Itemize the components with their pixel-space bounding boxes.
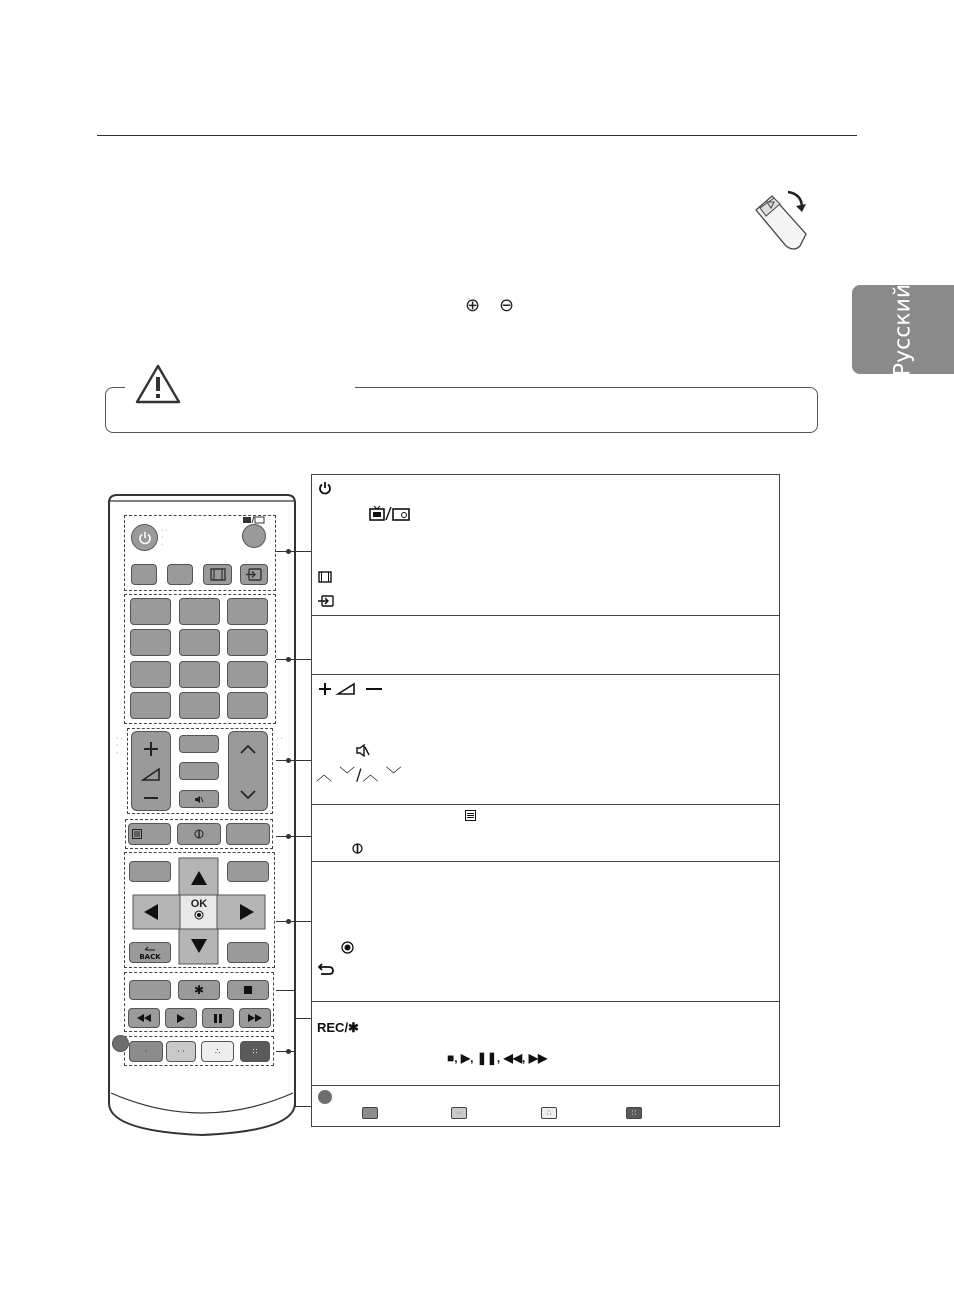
green-button[interactable]: · ·: [166, 1041, 196, 1062]
volume-icon: [318, 682, 388, 696]
number-button-4[interactable]: [130, 629, 171, 656]
yellow-key-swatch: ∴: [541, 1107, 557, 1119]
yellow-button[interactable]: ∴: [201, 1041, 234, 1062]
stop-button[interactable]: [227, 980, 269, 1000]
power-button[interactable]: [131, 524, 158, 551]
channel-symbols: ︿ ﹀/︿ ﹀: [316, 765, 403, 784]
teletext-icon: [132, 829, 142, 839]
channel-up-icon: [241, 746, 255, 753]
ratio-button[interactable]: [203, 564, 232, 585]
teletext-option-button[interactable]: [177, 823, 221, 845]
playback-symbols: ■, ▶, ❚❚, ◀◀, ▶▶: [447, 1051, 548, 1065]
language-tab-label: Русский: [890, 283, 916, 376]
ok-label: OK: [190, 898, 208, 910]
number-button-0[interactable]: [179, 692, 220, 719]
rewind-button[interactable]: [128, 1008, 160, 1028]
ratio-icon: [210, 568, 226, 581]
teletext-option-icon: [352, 843, 363, 854]
play-button[interactable]: [165, 1008, 197, 1028]
channel-rocker[interactable]: [228, 731, 268, 811]
record-button[interactable]: [178, 980, 220, 1000]
desc-row-navigation: [312, 861, 779, 1002]
quick-view-button[interactable]: [227, 692, 268, 719]
play-icon: [177, 1014, 185, 1023]
warning-icon: [134, 363, 182, 405]
header-rule: [97, 135, 857, 136]
mute-icon: [194, 795, 204, 804]
input-button[interactable]: [240, 564, 268, 585]
input-icon: [246, 568, 262, 581]
power-icon: [138, 531, 152, 545]
tv-radio-icon: [242, 515, 266, 524]
blue-key-swatch: ∷: [626, 1107, 642, 1119]
number-button-3[interactable]: [227, 598, 268, 625]
button-description-table: [311, 474, 780, 1127]
number-button-6[interactable]: [227, 629, 268, 656]
battery-cover-illustration: [750, 188, 816, 254]
number-button-8[interactable]: [179, 661, 220, 688]
ok-wheel-icon: [341, 941, 354, 954]
volume-rocker[interactable]: [131, 731, 171, 811]
desc-row-color-keys: [312, 1085, 779, 1126]
record-icon: ✱: [193, 983, 205, 997]
mute-button[interactable]: [179, 790, 219, 808]
red-button[interactable]: ·: [129, 1041, 163, 1062]
guide-button[interactable]: [179, 735, 219, 753]
leader-line: [276, 551, 312, 552]
rewind-icon: [137, 1014, 151, 1022]
stop-icon: [244, 986, 252, 994]
number-button-7[interactable]: [130, 661, 171, 688]
list-button[interactable]: [130, 692, 171, 719]
volume-icon: [136, 736, 166, 806]
fav-button[interactable]: [179, 762, 219, 780]
desc-row-playback: [312, 1001, 779, 1086]
button-d[interactable]: [129, 980, 171, 1000]
fast-forward-button[interactable]: [239, 1008, 271, 1028]
input-icon: [318, 595, 334, 607]
power-icon: [318, 481, 332, 495]
teletext-option-icon: [194, 829, 204, 839]
language-tab: [852, 285, 954, 374]
desc-row-teletext: [312, 804, 779, 862]
dpad: [132, 857, 266, 965]
ok-button[interactable]: [187, 899, 211, 923]
button-b[interactable]: [167, 564, 193, 585]
desc-row-volume: [312, 674, 779, 805]
minus-polarity-icon: ⊖: [499, 295, 515, 316]
teletext-button[interactable]: [128, 823, 171, 845]
red-key-swatch: ·: [362, 1107, 378, 1119]
fast-forward-icon: [248, 1014, 262, 1022]
rec-label: REC/✱: [317, 1020, 359, 1035]
back-label: BACK: [139, 952, 161, 961]
ratio-icon: [318, 571, 332, 583]
number-button-9[interactable]: [227, 661, 268, 688]
channel-down-icon: [241, 791, 255, 798]
teletext-icon: [465, 810, 476, 821]
color-key-marker-icon: [318, 1090, 332, 1104]
button-c[interactable]: [226, 823, 270, 845]
desc-row-numbers: [312, 615, 779, 675]
pause-button[interactable]: [202, 1008, 234, 1028]
button-a[interactable]: [131, 564, 157, 585]
back-icon: [318, 963, 334, 975]
color-key-marker-icon: [112, 1035, 129, 1052]
number-button-1[interactable]: [130, 598, 171, 625]
desc-row-power: [312, 475, 779, 616]
number-button-5[interactable]: [179, 629, 220, 656]
green-key-swatch: ··: [451, 1107, 467, 1119]
ok-wheel-icon: [194, 910, 204, 920]
tv-radio-icon: [369, 505, 411, 521]
blue-button[interactable]: ∷: [240, 1041, 270, 1062]
number-button-2[interactable]: [179, 598, 220, 625]
tv-radio-button[interactable]: [242, 524, 266, 548]
mute-icon: [356, 744, 370, 757]
plus-polarity-icon: ⊕: [465, 295, 481, 316]
pause-icon: [214, 1014, 222, 1023]
